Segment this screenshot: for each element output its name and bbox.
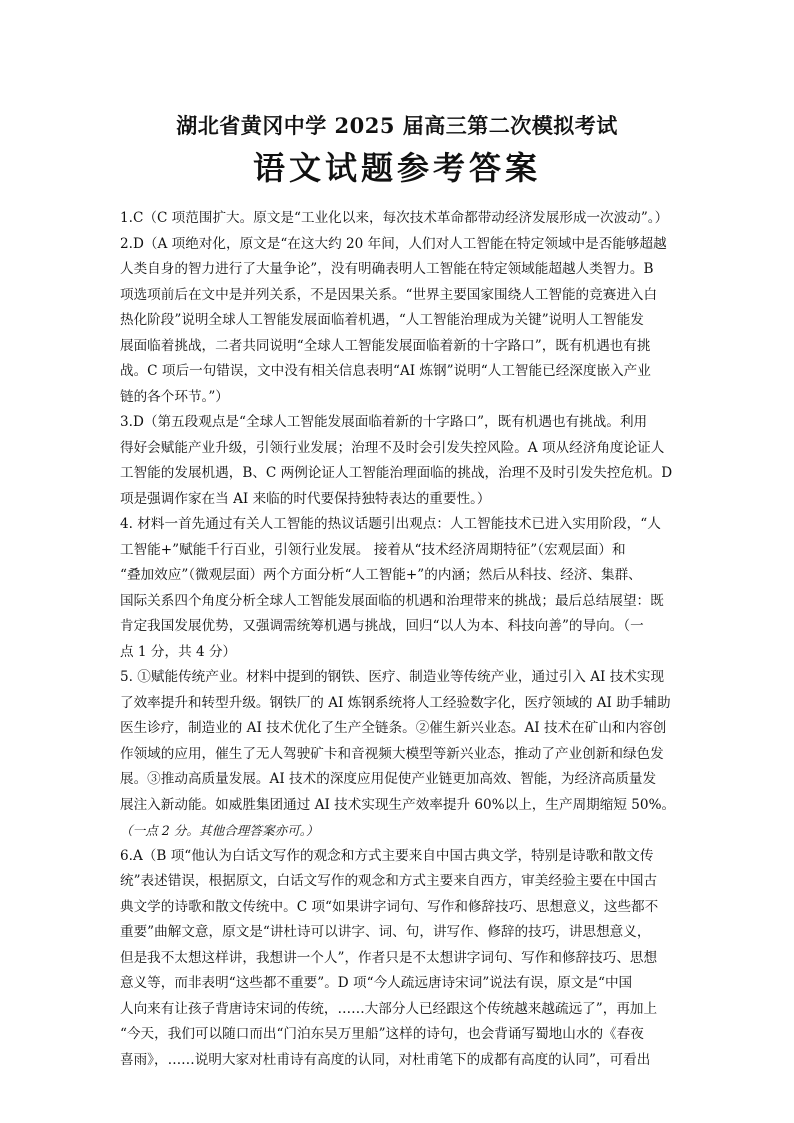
answer-line: 了效率提升和转型升级。钢铁厂的 AI 炼钢系统将人工经验数字化，医疗领域的 AI 助手辅助 <box>120 694 671 711</box>
answer-line: 1.C（C 项范围扩大。原文是“工业化以来，每次技术革命都带动经济发展形成一次波动”。） <box>120 210 669 226</box>
answer-line: 2.D（A 项绝对化，原文是“在这大约 20 年间，人们对人工智能在特定领域中是否能够超越 <box>120 235 667 252</box>
answer-line: 喜雨》，……说明大家对杜甫诗有高度的认同，对杜甫笔下的成都有高度的认同”，可看出 <box>120 1051 651 1068</box>
answer-line: （一点 2 分。其他合理答案亦可。） <box>120 823 319 838</box>
answer-line: 展。③推动高质量发展。AI 技术的深度应用促使产业链更加高效、智能，为经济高质量发 <box>120 771 657 787</box>
answer-line: 作领域的应用，催生了无人驾驶矿卡和音视频大模型等新兴业态，推动了产业创新和绿色发 <box>120 745 664 762</box>
answer-line: 肯定我国发展优势，又强调需统筹机遇与挑战，回归“以人为本、科技向善”的导向。（一 <box>120 618 644 634</box>
answer-line: 热化阶段”说明全球人工智能发展面临着机遇，“人工智能治理成为关键”说明人工智能发 <box>120 312 644 328</box>
answer-line: 展面临着挑战，二者共同说明“全球人工智能发展面临着新的十字路口”，既有机遇也有挑 <box>120 337 651 354</box>
answer-line: 人类自身的智力进行了大量争论”，没有明确表明人工智能在特定领域能超越人类智力。B <box>120 261 654 277</box>
answer-line: 典文学的诗歌和散文传统中。C 项“如果讲字词句、写作和修辞技巧、思想意义，这些都不 <box>120 898 659 915</box>
answer-line: 6.A（B 项“他认为白话文写作的观念和方式主要来自中国古典文学，特别是诗歌和散文传 <box>120 847 654 864</box>
answer-line: “叠加效应”（微观层面）两个方面分析“人工智能+”的内涵；然后从科技、经济、集群、 <box>120 567 642 583</box>
answer-line: 重要”曲解文意，原文是“讲杜诗可以讲字、词、句，讲写作、修辞的技巧，讲思想意义， <box>120 924 651 940</box>
answer-line: 医生诊疗，制造业的 AI 技术优化了生产全链条。②催生新兴业态。AI 技术在矿山和内容创 <box>120 720 667 736</box>
answer-line: 点 1 分，共 4 分） <box>120 643 237 660</box>
answer-line: 展注入新动能。如威胜集团通过 AI 技术实现生产效率提升 60%以上，生产周期缩短 50%。 <box>120 796 676 813</box>
answer-body <box>120 206 680 1073</box>
answer-line: 项选项前后在文中是并列关系，不是因果关系。“世界主要国家围绕人工智能的竞赛进入白 <box>120 286 658 303</box>
answer-line: 统”表述错误，根据原文，白话文写作的观念和方式主要来自西方，审美经验主要在中国古 <box>120 873 658 889</box>
answer-line: 5. ①赋能传统产业。材料中提到的钢铁、医疗、制造业等传统产业，通过引入 AI 技术实现 <box>120 669 665 685</box>
answer-line: “今天，我们可以随口而出“门泊东吴万里船”这样的诗句，也会背诵写蜀地山水的《春夜 <box>120 1026 644 1042</box>
answer-line: 链的各个环节。”） <box>120 388 229 405</box>
answer-line: 工智能+”赋能千行百业，引领行业发展。 接着从“技术经济周期特征”（宏观层面）和 <box>120 541 626 558</box>
answer-line: 国际关系四个角度分析全球人工智能发展面临的机遇和治理带来的挑战；最后总结展望：既 <box>120 592 664 609</box>
answer-line: 4. 材料一首先通过有关人工智能的热议话题引出观点：人工智能技术已进入实用阶段，“人 <box>120 516 661 532</box>
answer-line: 战。C 项后一句错误，文中没有相关信息表明“AI 炼钢”说明“人工智能已经深度嵌入产业 <box>120 363 651 379</box>
answer-line: 人向来有让孩子背唐诗宋词的传统，……大部分人已经跟这个传统越来越疏远了”，再加上 <box>120 1000 658 1017</box>
answer-line: 项是强调作家在当 AI 来临的时代要保持独特表达的重要性。） <box>120 490 491 507</box>
answer-line: 工智能的发展机遇，B、C 两例论证人工智能治理面临的挑战，治理不及时引发失控危机。D <box>120 465 673 481</box>
answer-line: 3.D（第五段观点是“全球人工智能发展面临着新的十字路口”，既有机遇也有挑战。利用 <box>120 414 648 430</box>
answer-key-title: 语文试题参考答案 <box>252 149 541 187</box>
answer-line: 得好会赋能产业升级，引领行业发展；治理不及时会引发失控风险。A 项从经济角度论证人 <box>120 439 665 456</box>
exam-title: 湖北省黄冈中学 2025 届高三第二次模拟考试 <box>176 113 618 138</box>
answer-line: 意义等，而非表明“这些都不重要”。D 项“今人疏远唐诗宋词”说法有误，原文是“中国 <box>120 975 633 991</box>
answer-line: 但是我不太想这样讲，我想讲一个人”，作者只是不太想讲字词句、写作和修辞技巧、思想 <box>120 949 658 966</box>
